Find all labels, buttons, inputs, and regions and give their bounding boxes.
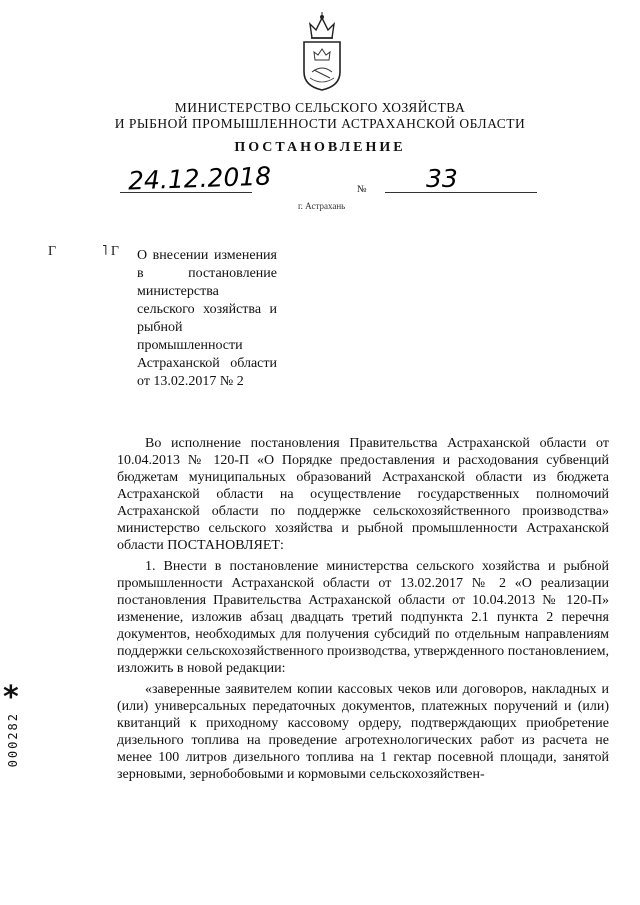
subject-right-corner-mark: ˥ Г [102,244,119,259]
new-wording-paragraph: «заверенные заявителем копии кассовых чеков или договоров, накладных и (или) универсальных передаточных документов, платежных поручений и (или) квитанций к приходному кассовому ордеру, подтверждающих приобретение дизельного топлива на проведение агротехнологических работ из расчета не менее 100 литров дизельного топлива на 1 гектар посевной площади, занятой зерновыми, зернобобовыми и кормовыми сельскохозяйствен- [117,682,609,782]
date-underline [120,192,252,193]
preamble-paragraph: Во исполнение постановления Правительства Астраханской области от 10.04.2013 № 120-П «О Порядке предоставления и расходования субвенций бюджетам муниципальных образований Астраханской области из бюджета Астраханской области на осуществление государственных полномочий Астраханской области по поддержке сельскохозяйственного производства» министерство сельского хозяйства и рыбной промышленности Астраханской области ПОСТАНОВЛЯЕТ: [117,436,609,553]
subject-left-corner-mark: Г [48,244,57,259]
ministry-name-line1: МИНИСТЕРСТВО СЕЛЬСКОГО ХОЗЯЙСТВА [174,100,466,115]
city-label: г. Астрахань [298,201,346,211]
number-underline [385,192,537,193]
handwritten-date: 24.12.2018 [127,161,272,196]
registration-stamp-number: 000282 [6,712,20,768]
document-subject: О внесении изменения в постановление министерства сельского хозяйства и рыбной промышленности Астраханской области от 13.02.2017 № 2 [137,248,277,389]
coat-of-arms-emblem [300,12,344,92]
clause-1-paragraph: 1. Внести в постановление министерства сельского хозяйства и рыбной промышленности Астраханской области от 13.02.2017 № 2 «О реализации постановления Правительства Астраханской области от 10.04.2013 № 120-П» изменение, изложив абзац двадцать третий подпункта 2.1 пункта 2 перечня документов, необходимых для получения субсидий по отдельным направлениям поддержки сельскохозяйственного производства, утвержденного постановлением, изложить в новой редакции: [117,559,609,676]
document-type-title: ПОСТАНОВЛЕНИЕ [234,140,406,155]
number-sign: № [357,184,367,195]
handwritten-number: 33 [426,164,458,193]
margin-asterisk: * [3,680,19,715]
ministry-name-line2: И РЫБНОЙ ПРОМЫШЛЕННОСТИ АСТРАХАНСКОЙ ОБЛАСТИ [114,116,526,131]
